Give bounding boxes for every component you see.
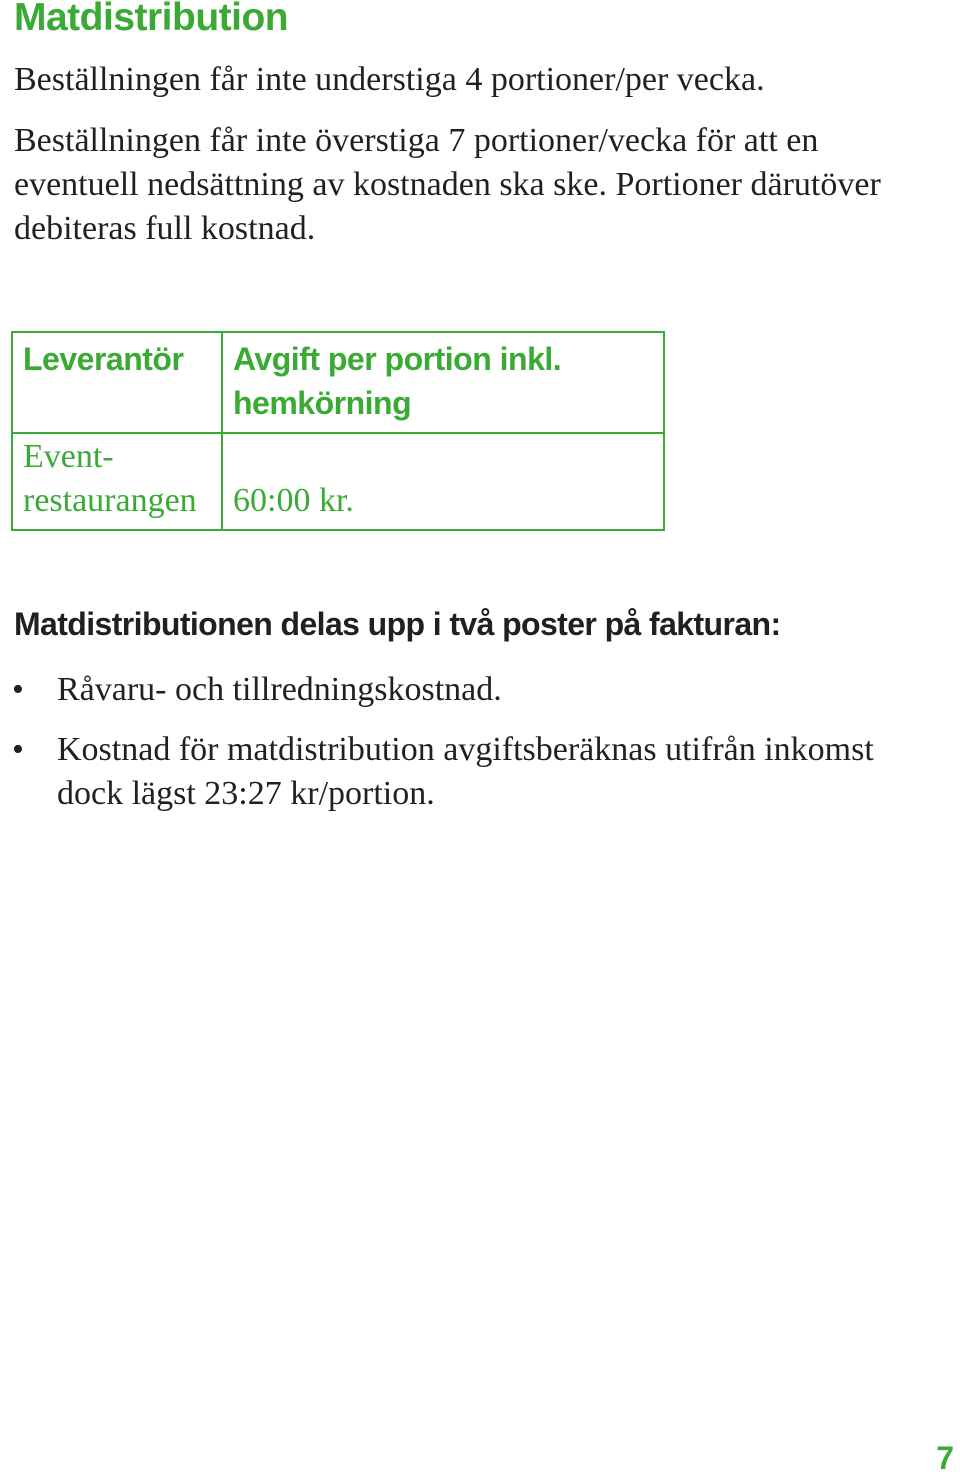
cell-fee: 60:00 kr.	[222, 433, 664, 530]
list-item	[0, 668, 940, 712]
page-title: Matdistribution	[14, 0, 289, 39]
fee-table	[11, 331, 665, 531]
list-item	[0, 728, 940, 816]
invoice-subheading: Matdistributionen delas upp i två poster på fakturan:	[14, 606, 781, 642]
table-row	[12, 433, 664, 530]
header-supplier: Leverantör	[12, 332, 222, 433]
cell-supplier: Event-restaurangen	[12, 433, 222, 530]
page-number: 7	[936, 1440, 954, 1476]
header-fee: Avgift per portion inkl. hemkörning	[222, 332, 664, 433]
paragraph-max-order: Beställningen får inte överstiga 7 portioner/vecka för att en eventuell nedsättning av kostnaden ska ske. Portioner därutöver debiteras full kostnad.	[14, 122, 881, 247]
bullet-icon: •	[12, 731, 24, 768]
bullet-icon: •	[12, 671, 24, 708]
table-header-row	[12, 332, 664, 433]
paragraph-min-order: Beställningen får inte understiga 4 portioner/per vecka.	[14, 61, 765, 98]
list-item-text: Kostnad för matdistribution avgiftsberäknas utifrån inkomst dock lägst 23:27 kr/portion.	[57, 731, 874, 812]
list-item-text: Råvaru- och tillredningskostnad.	[57, 671, 502, 708]
invoice-items-list	[0, 668, 940, 832]
